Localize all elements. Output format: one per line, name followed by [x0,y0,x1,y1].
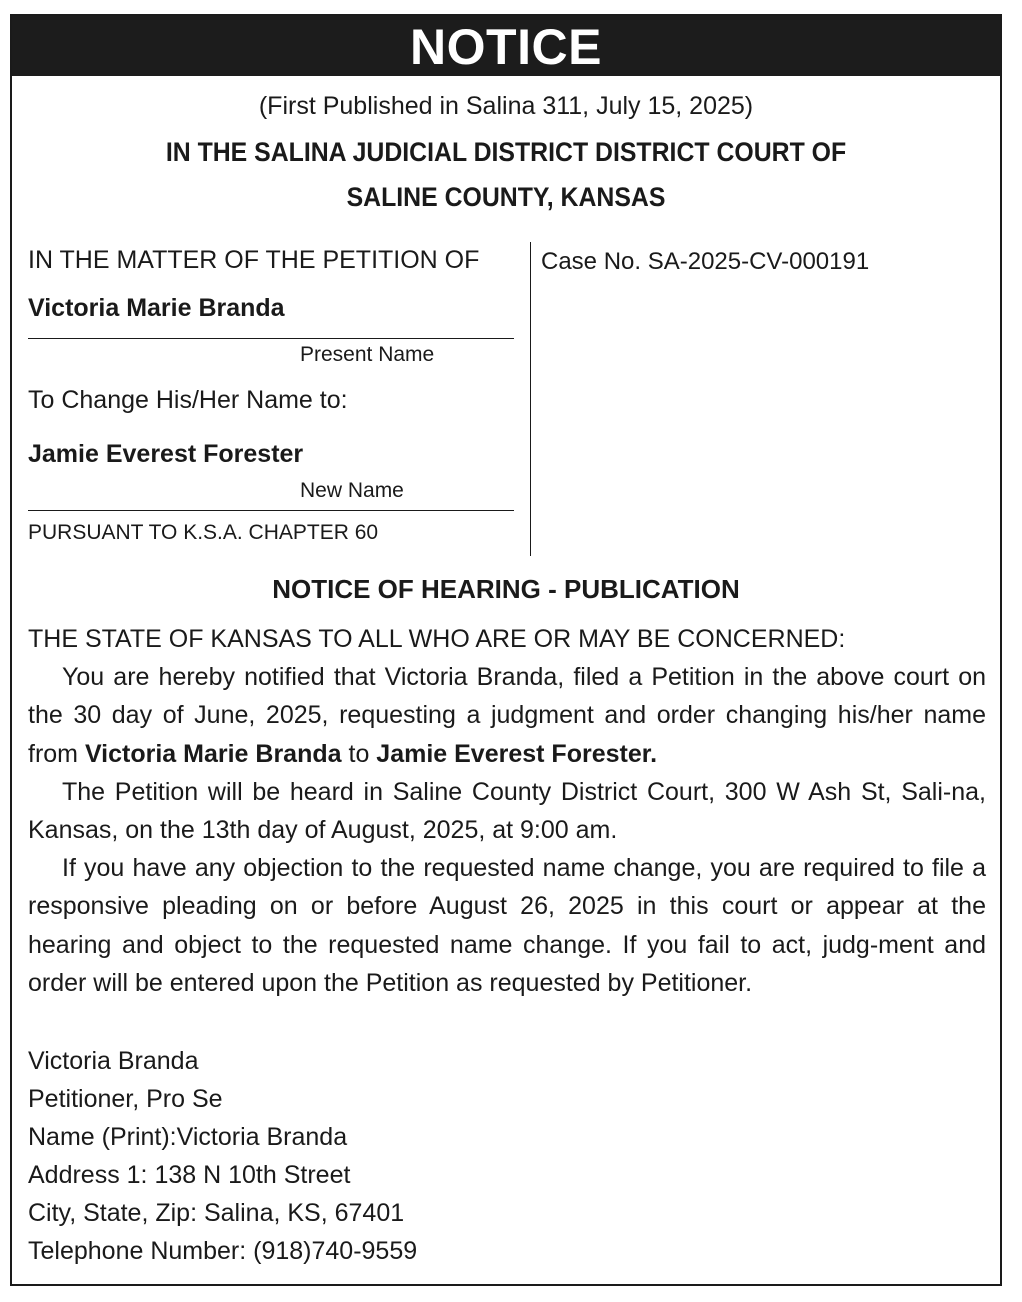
paragraph-petition [28,658,986,773]
notice-banner: NOTICE [12,16,1000,76]
case-number: Case No. SA-2025-CV-000191 [541,248,870,275]
present-name: Victoria Marie Branda [28,294,285,322]
address-line: THE STATE OF KANSAS TO ALL WHO ARE OR MAY BE CONCERNED: [28,625,846,653]
notice-frame [10,14,1002,1286]
to-connector: to [341,739,377,768]
from-name: Victoria Marie Branda [84,739,342,768]
publication-line: (First Published in Salina 311, July 15, 2025) [258,92,754,120]
present-name-label: Present Name [300,343,435,366]
signature-name: Victoria Branda [28,1047,199,1075]
signature-address: Address 1: 138 N 10th Street [28,1161,351,1189]
matter-line: IN THE MATTER OF THE PETITION OF [28,246,480,274]
caption-divider [530,242,531,556]
case-caption [28,242,514,558]
paragraph-objection: If you have any objection to the requested name change, you are required to file a responsive pleading on or before August 26, 2025 in this court or appear at the hearing and object to the requested name change. If you fail to act, judg-ment and order will be entered upon the Petition as requested by Petitioner. [28,854,986,997]
notice-body [28,620,986,1002]
court-title-line-2: SALINE COUNTY, KANSAS [346,182,666,212]
court-title-line-1: IN THE SALINA JUDICIAL DISTRICT DISTRICT COURT OF [165,137,847,167]
paragraph-petition-text: You are hereby notified that Victoria Branda, filed a Petition in the above court on the 30 day of June, 2025, requesting a judgment and order changing his/her name from [28,663,986,768]
signature-print-name: Name (Print):Victoria Branda [28,1123,348,1151]
to-name: Jamie Everest Forester. [376,739,658,768]
signature-block [28,1042,417,1270]
signature-phone: Telephone Number: (918)740-9559 [28,1237,418,1265]
new-name-rule [28,510,514,511]
signature-city: City, State, Zip: Salina, KS, 67401 [28,1199,405,1227]
present-name-rule [28,338,514,339]
signature-role: Petitioner, Pro Se [28,1085,223,1113]
new-name: Jamie Everest Forester [28,440,304,468]
hearing-title: NOTICE OF HEARING - PUBLICATION [272,574,740,604]
new-name-label: New Name [300,479,404,502]
paragraph-hearing: The Petition will be heard in Saline County District Court, 300 W Ash St, Sali-na, Kansas, on the 13th day of August, 2025, at 9:00 am. [28,777,986,845]
change-to-line: To Change His/Her Name to: [28,386,348,414]
statute-line: PURSUANT TO K.S.A. CHAPTER 60 [28,521,379,544]
